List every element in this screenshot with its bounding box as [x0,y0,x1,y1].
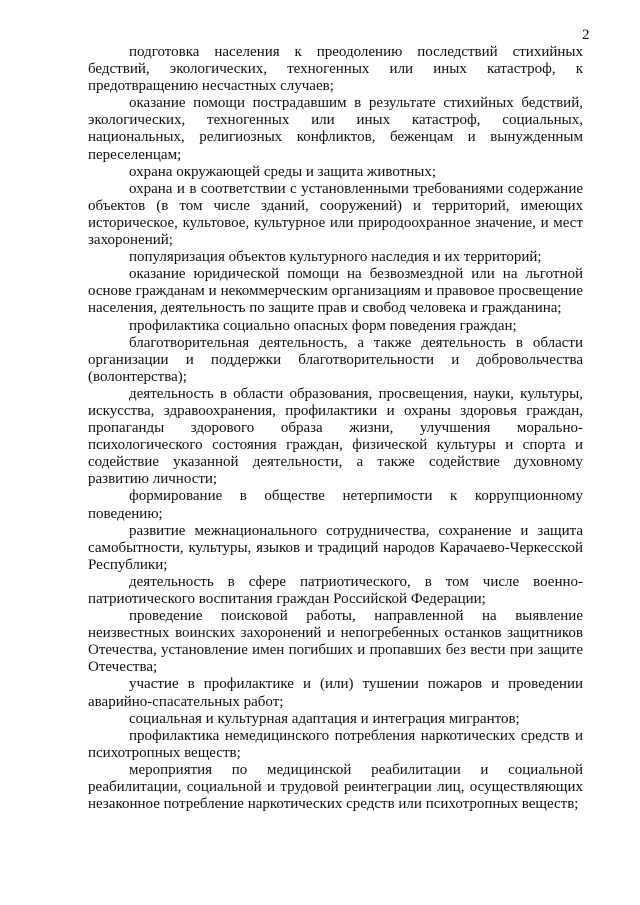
document-body [88,44,583,813]
list-item: профилактика немедицинского потребления наркотических средств и психотропных веществ; [88,727,583,761]
list-item: проведение поисковой работы, направленной на выявление неизвестных воинских захоронений и непогребенных останков защитников Отечества, установление имен погибших и пропавших без вести при защите Отечества; [88,608,583,676]
list-item: благотворительная деятельность, а также деятельность в области организации и поддержки благотворительности и добровольчества (волонтерства); [88,334,583,385]
list-item: деятельность в сфере патриотического, в том числе военно-патриотического воспитания граждан Российской Федерации; [88,573,583,607]
list-item: оказание юридической помощи на безвозмездной или на льготной основе гражданам и некоммерческим организациям и правовое просвещение населения, деятельность по защите прав и свобод человека и гражданина; [88,266,583,317]
list-item: подготовка населения к преодолению последствий стихийных бедствий, экологических, техногенных или иных катастроф, к предотвращению несчастных случаев; [88,44,583,95]
list-item: охрана окружающей среды и защита животных; [129,163,436,180]
list-item: развитие межнационального сотрудничества, сохранение и защита самобытности, культуры, языков и традиций народов Карачаево-Черкесской Республики; [88,522,583,573]
list-item: оказание помощи пострадавшим в результате стихийных бедствий, экологических, техногенных или иных катастроф, социальных, национальных, религиозных конфликтов, беженцам и вынужденным переселенцам; [88,95,583,163]
list-item: охрана и в соответствии с установленными требованиями содержание объектов (в том числе зданий, сооружений) и территорий, имеющих историческое, культовое, культурное или природоохранное значение, и мест захоронений; [88,180,583,249]
list-item: мероприятия по медицинской реабилитации и социальной реабилитации, социальной и трудовой реинтеграции лиц, осуществляющих незаконное потребление наркотических средств или психотропных веществ; [88,761,583,813]
list-item: формирование в обществе нетерпимости к коррупционному поведению; [88,488,583,522]
list-item: популяризация объектов культурного наследия и их территорий; [129,249,542,266]
list-item: деятельность в области образования, просвещения, науки, культуры, искусства, здравоохранения, профилактики и охраны здоровья граждан, пропаганды здорового образа жизни, улучшения морально-психологического состояния граждан, физической культуры и спорта и содействие указанной деятельности, а также содействие духовному развитию личности; [88,385,583,488]
list-item: участие в профилактике и (или) тушении пожаров и проведении аварийно-спасательных работ; [88,676,583,710]
list-item: социальная и культурная адаптация и интеграция мигрантов; [129,710,520,727]
page-number: 2 [582,27,590,43]
list-item: профилактика социально опасных форм поведения граждан; [129,317,517,334]
